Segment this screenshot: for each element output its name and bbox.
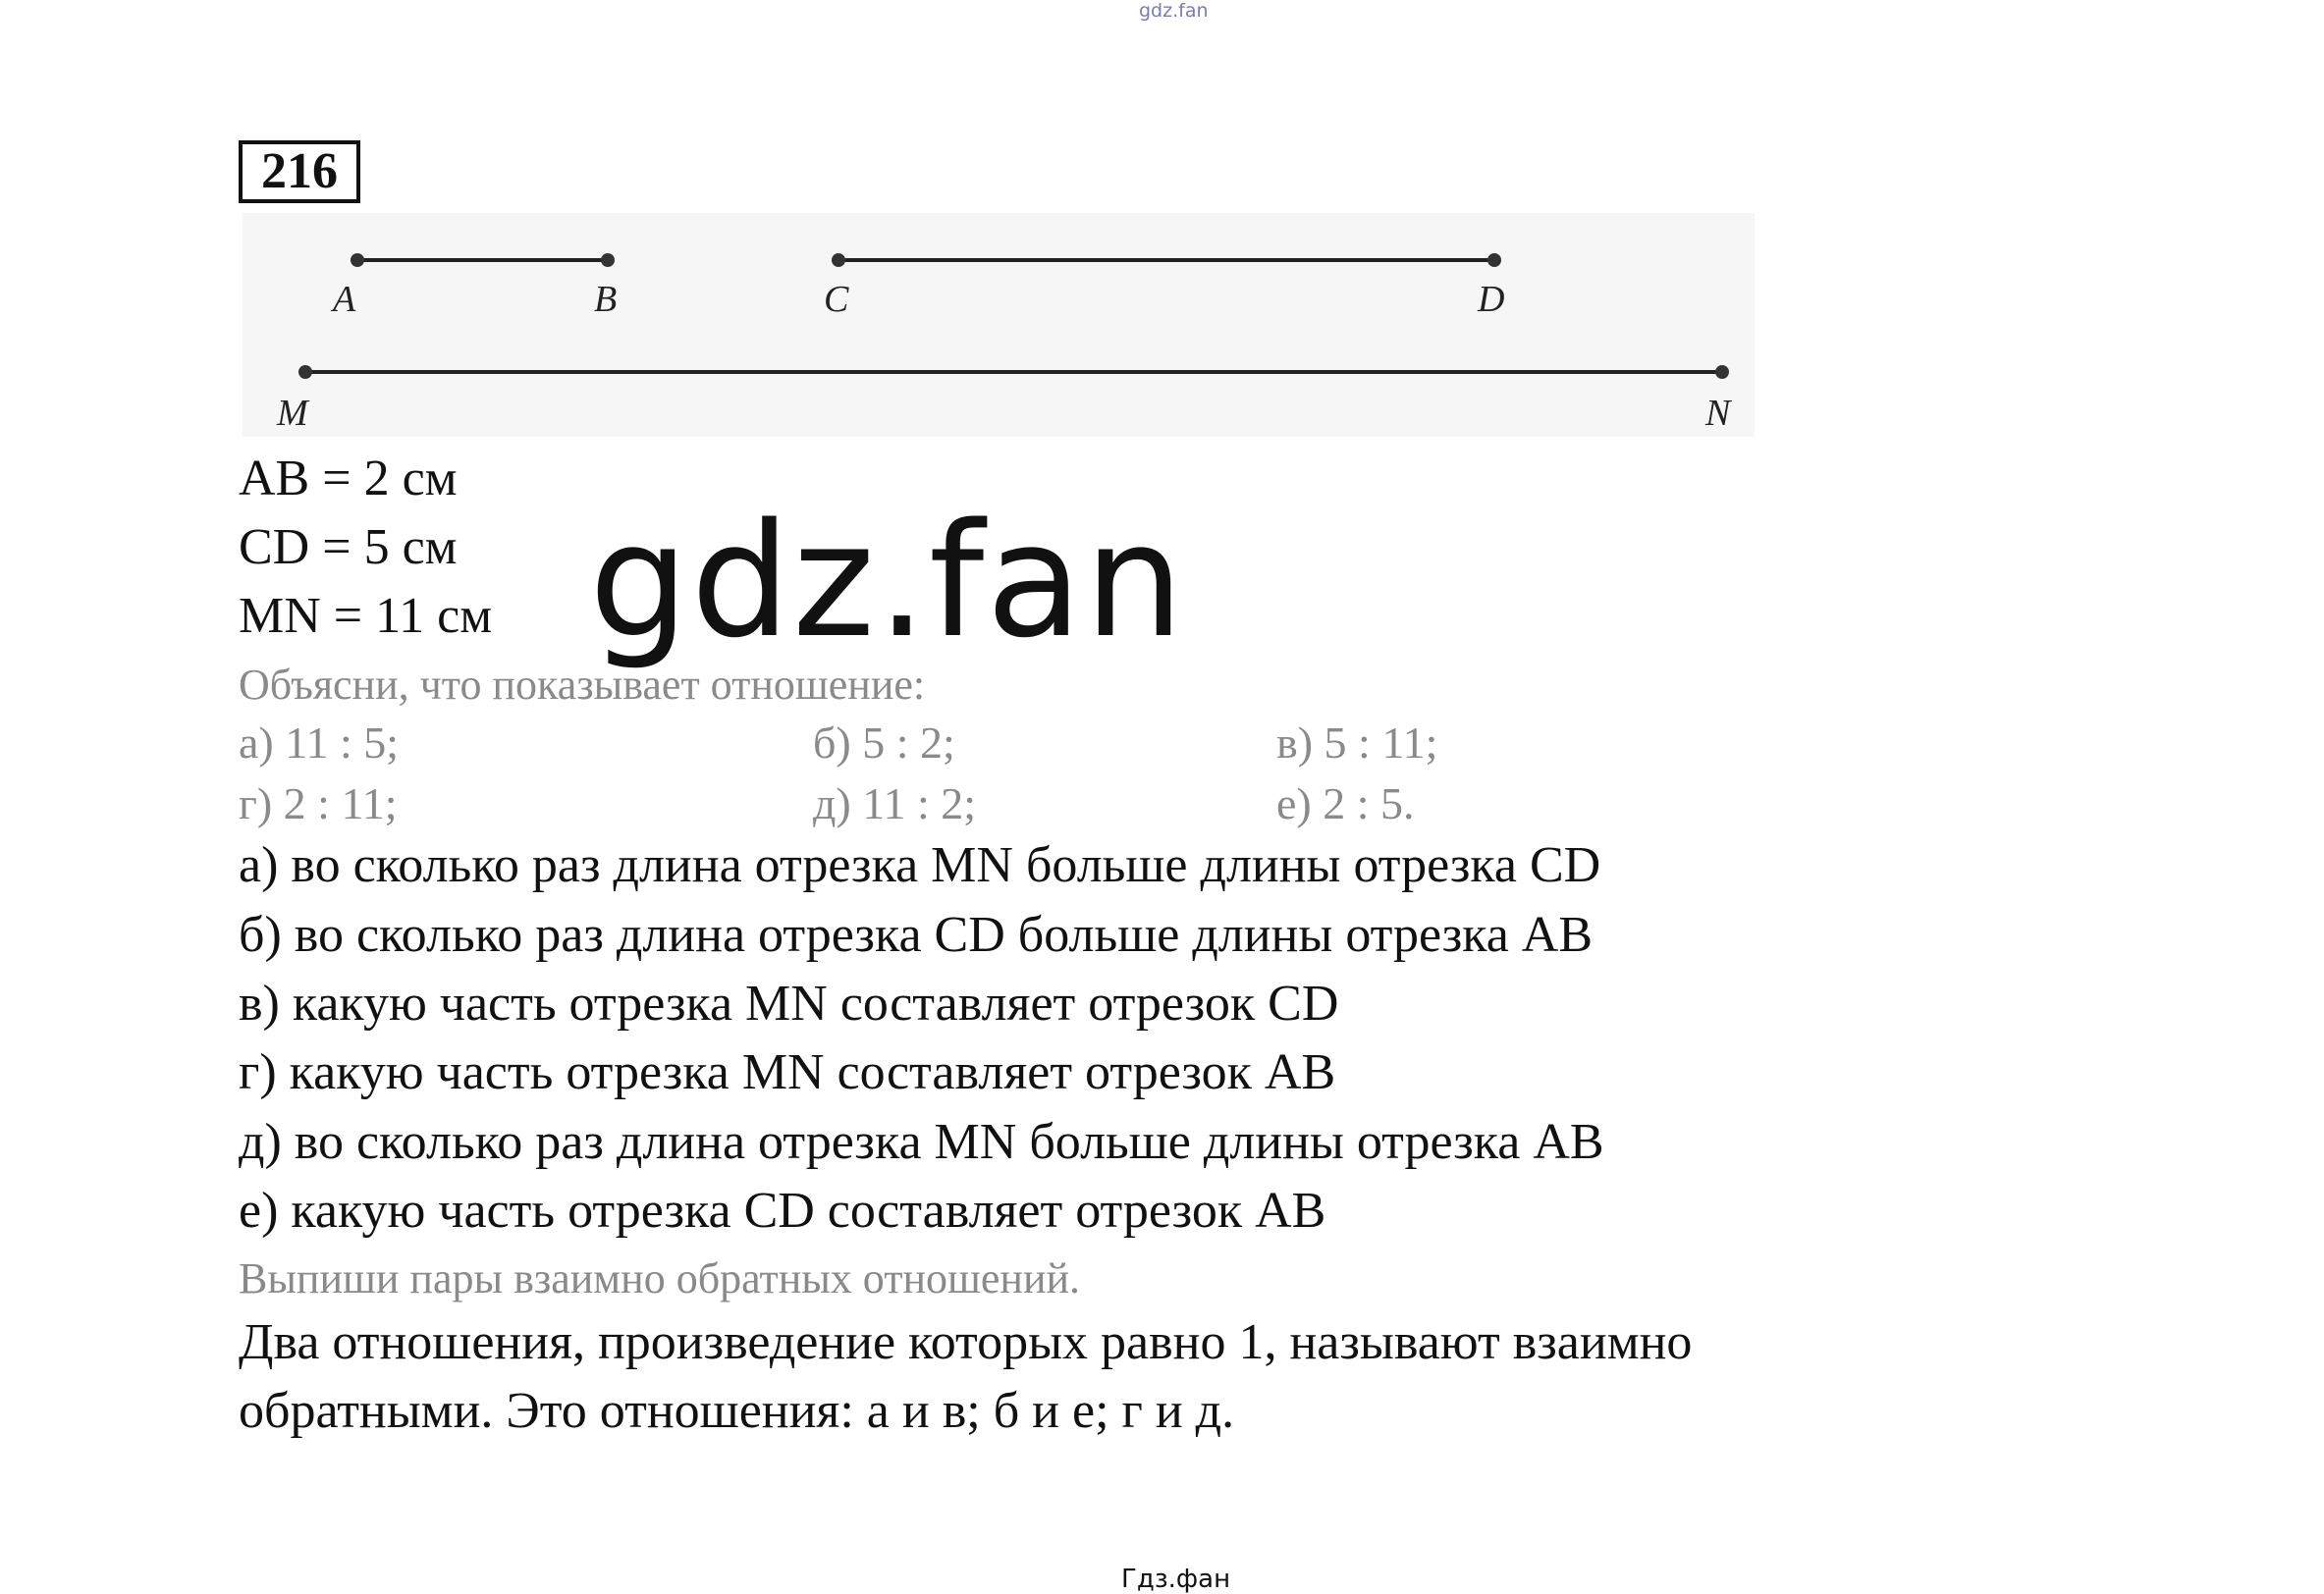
label-b: B bbox=[594, 279, 618, 320]
task-number-box: 216 bbox=[239, 140, 360, 203]
point-n bbox=[1715, 365, 1729, 379]
option-e: е) 2 : 5. bbox=[1276, 778, 1415, 828]
segments-figure bbox=[243, 213, 1755, 437]
point-a bbox=[351, 253, 364, 267]
task-prompt-2: Выпиши пары взаимно обратных отношений. bbox=[239, 1254, 1081, 1302]
answer-d: д) во сколько раз длина отрезка MN больше длины отрезка AB bbox=[239, 1114, 1604, 1170]
option-v: в) 5 : 11; bbox=[1276, 717, 1438, 768]
option-d: д) 11 : 2; bbox=[813, 778, 977, 828]
option-g: г) 2 : 11; bbox=[239, 778, 398, 828]
task-prompt: Объясни, что показывает отношение: bbox=[239, 661, 926, 709]
footer-brand: Гдз.фан bbox=[1121, 1565, 1231, 1594]
option-b: б) 5 : 2; bbox=[813, 717, 955, 768]
label-c: C bbox=[824, 279, 849, 320]
gdz-watermark: gdz.fan bbox=[589, 489, 1186, 672]
answer-b: б) во сколько раз длина отрезка CD больше длины отрезка AB bbox=[239, 907, 1594, 963]
label-d: D bbox=[1478, 279, 1505, 320]
given-mn: MN = 11 см bbox=[239, 588, 493, 644]
answer-v: в) какую часть отрезка MN составляет отрезок CD bbox=[239, 976, 1339, 1032]
point-b bbox=[601, 253, 615, 267]
conclusion-line-2: обратными. Это отношения: а и в; б и е; г и д. bbox=[239, 1383, 1235, 1439]
given-ab: AB = 2 см bbox=[239, 451, 458, 506]
label-n: N bbox=[1705, 393, 1731, 434]
point-d bbox=[1487, 253, 1501, 267]
answer-g: г) какую часть отрезка MN составляет отрезок AB bbox=[239, 1044, 1336, 1100]
given-cd: CD = 5 см bbox=[239, 519, 458, 575]
option-a: а) 11 : 5; bbox=[239, 717, 400, 768]
segments-diagram bbox=[243, 213, 1755, 437]
top-watermark: gdz.fan bbox=[1139, 0, 1209, 22]
answer-a: а) во сколько раз длина отрезка MN больше длины отрезка CD bbox=[239, 837, 1601, 893]
point-m bbox=[298, 365, 312, 379]
label-m: M bbox=[277, 393, 308, 434]
answer-e: е) какую часть отрезка CD составляет отрезок AB bbox=[239, 1183, 1326, 1239]
conclusion-line-1: Два отношения, произведение которых равно 1, называют взаимно bbox=[239, 1314, 1693, 1370]
label-a: A bbox=[333, 279, 356, 320]
point-c bbox=[832, 253, 845, 267]
